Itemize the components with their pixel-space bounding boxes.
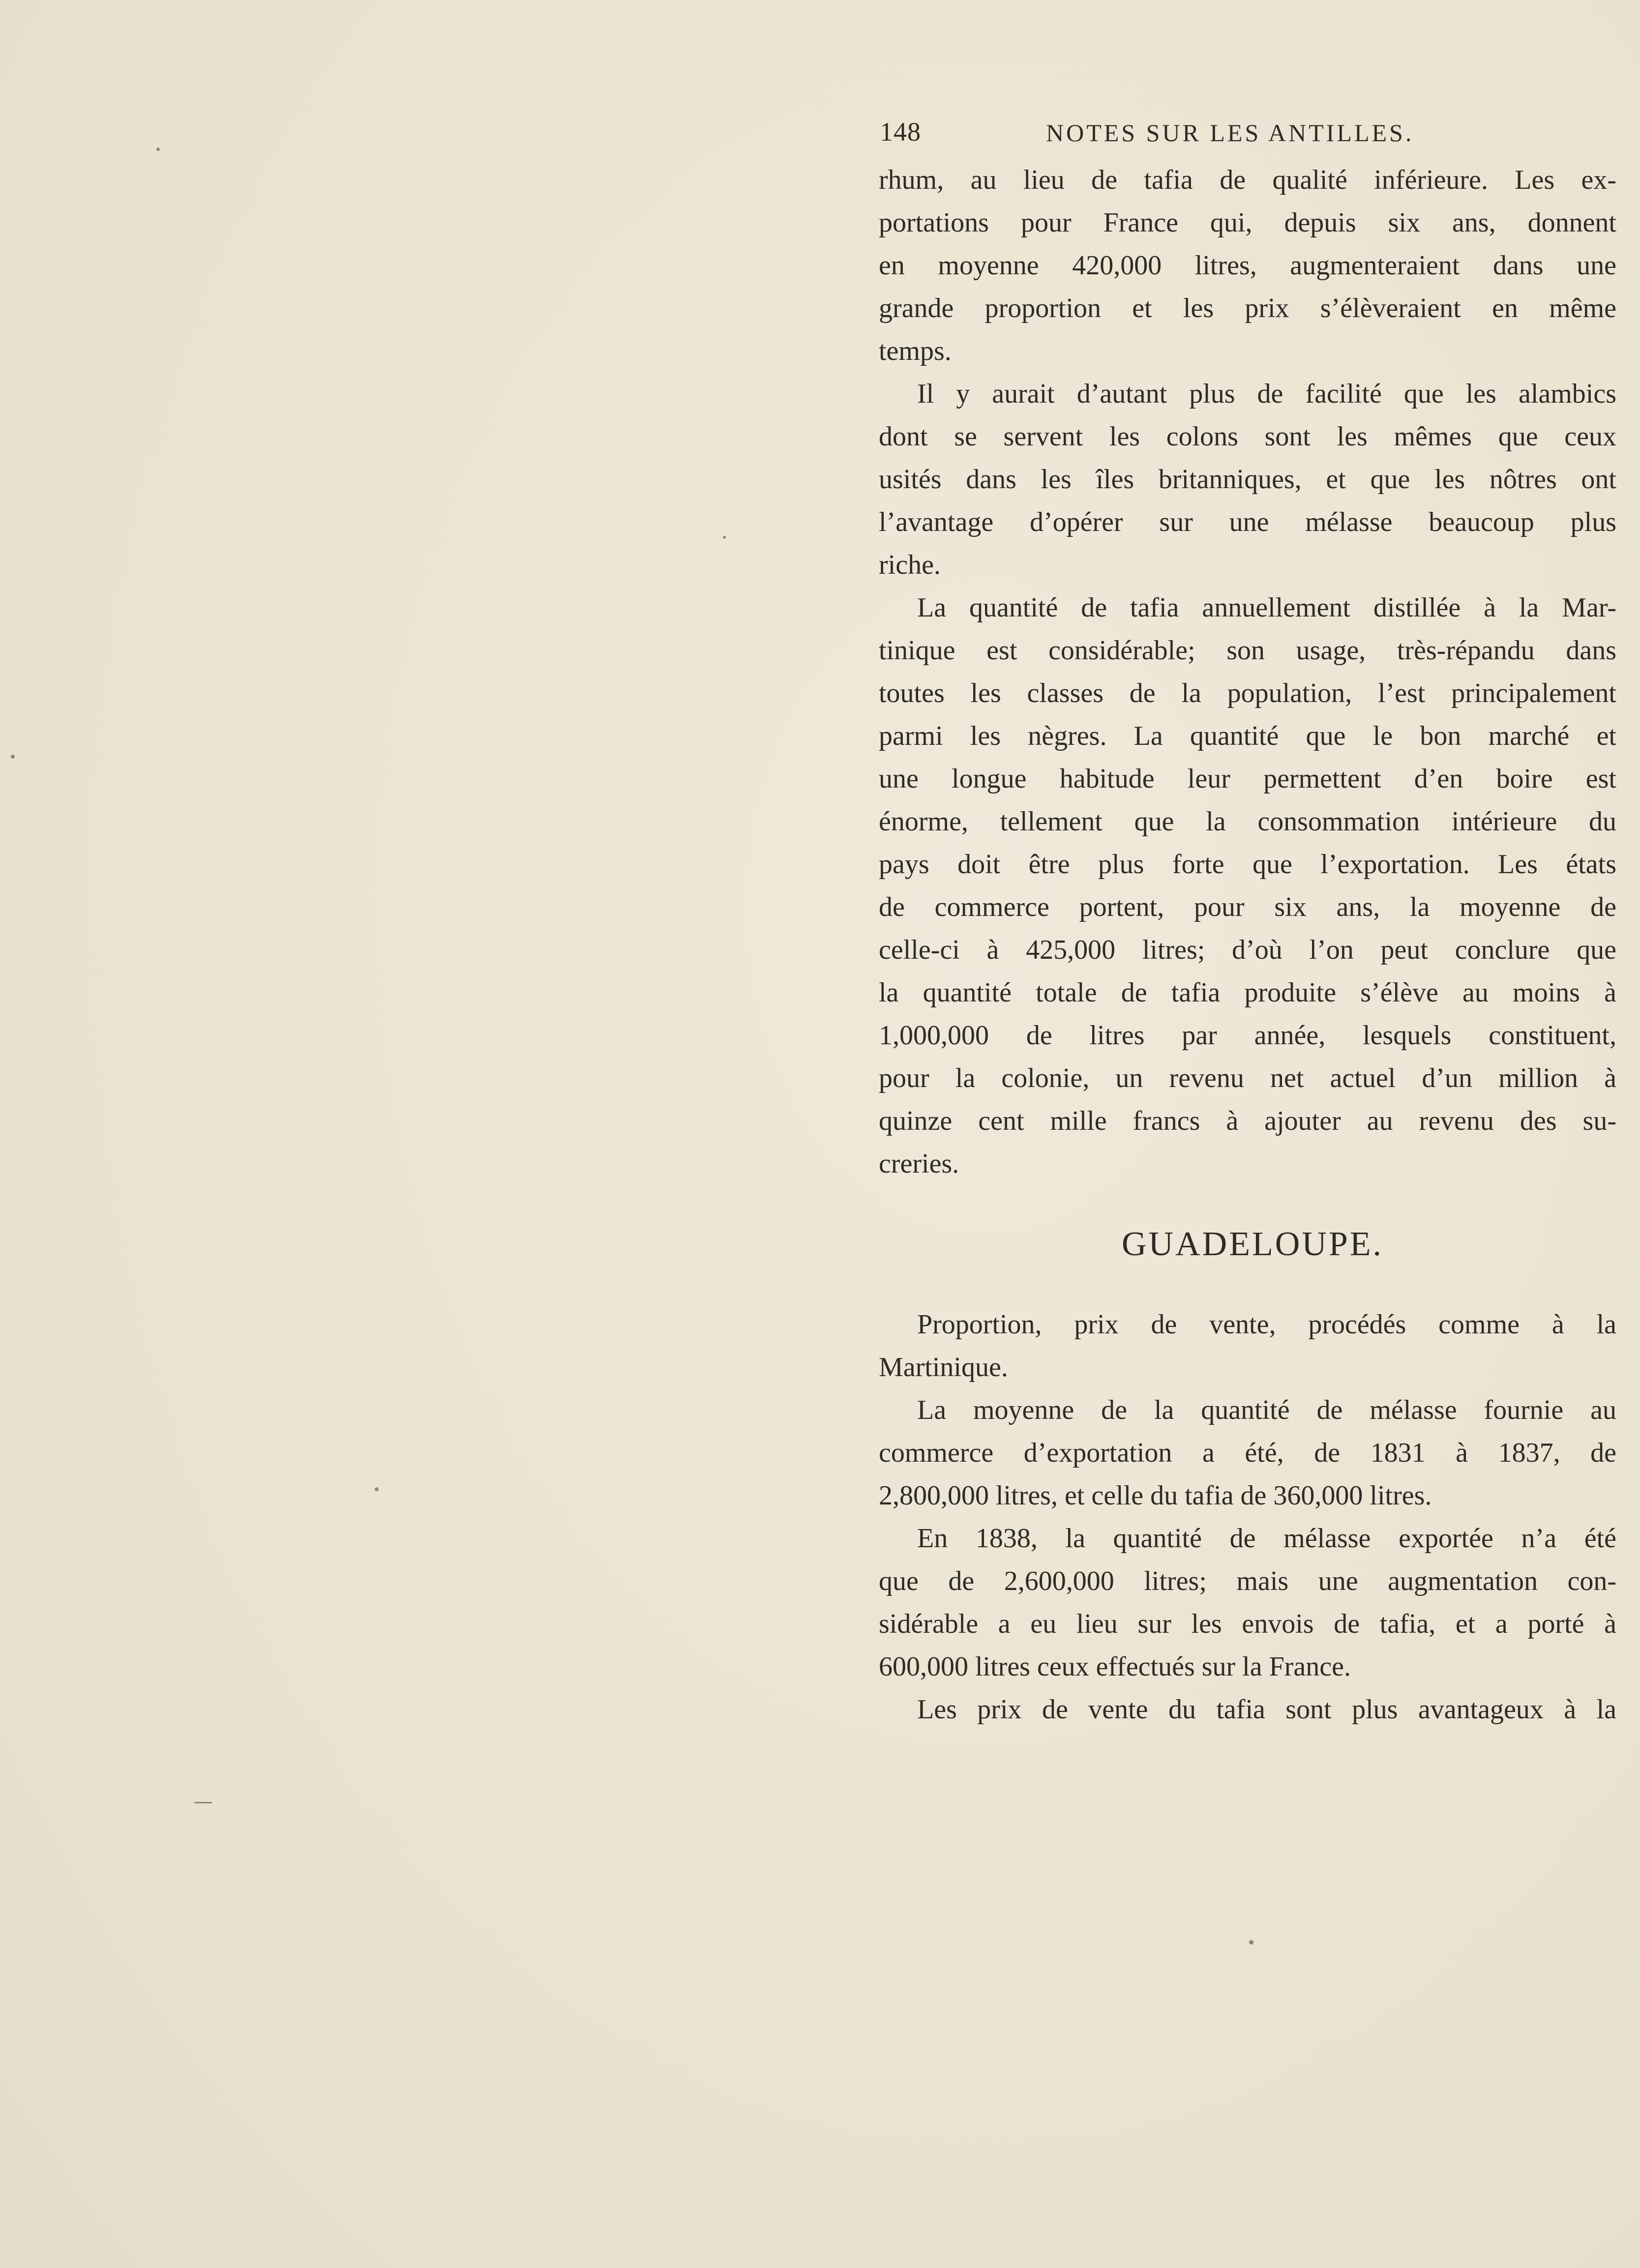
text-line: tinique est considérable; son usage, très-répandu dans (879, 635, 1616, 666)
text-line: portations pour France qui, depuis six ans, donnent (879, 207, 1616, 238)
text-line: sidérable a eu lieu sur les envois de tafia, et a porté à (879, 1609, 1616, 1639)
text-line: pays doit être plus forte que l’exportation. Les états (879, 849, 1616, 880)
paragraph-rhum-exportations (879, 159, 1616, 373)
text-line: l’avantage d’opérer sur une mélasse beaucoup plus (879, 507, 1616, 537)
text-line: une longue habitude leur permettent d’en boire est (879, 764, 1616, 794)
text-block (879, 117, 1616, 1731)
text-line: énorme, tellement que la consommation intérieure du (879, 806, 1616, 837)
paragraph-prix-vente (879, 1688, 1616, 1731)
paragraph-moyenne-melasse (879, 1389, 1616, 1517)
text-line: Martinique. (879, 1352, 1008, 1383)
text-line: commerce d’exportation a été, de 1831 à 1837, de (879, 1438, 1616, 1468)
text-line: Il y aurait d’autant plus de facilité que les alambics (917, 379, 1616, 409)
text-line: la quantité totale de tafia produite s’élève au moins à (879, 977, 1616, 1008)
text-line: dont se servent les colons sont les mêmes que ceux (879, 421, 1616, 452)
text-line: de commerce portent, pour six ans, la moyenne de (879, 892, 1616, 922)
text-line: que de 2,600,000 litres; mais une augmentation con- (879, 1566, 1616, 1596)
text-line: quinze cent mille francs à ajouter au revenu des su- (879, 1106, 1616, 1136)
text-line: pour la colonie, un revenu net actuel d’un million à (879, 1063, 1616, 1093)
paper-speck (1249, 1940, 1253, 1944)
running-title: NOTES SUR LES ANTILLES. (1046, 119, 1414, 147)
paper-speck (156, 147, 160, 151)
text-line: en moyenne 420,000 litres, augmenteraient dans une (879, 250, 1616, 281)
running-head (879, 117, 1616, 159)
paragraph-1838 (879, 1517, 1616, 1688)
text-line: La moyenne de la quantité de mélasse fournie au (917, 1395, 1616, 1425)
text-line: La quantité de tafia annuellement distillée à la Mar- (917, 592, 1616, 623)
text-line: Les prix de vente du tafia sont plus avantageux à la (917, 1694, 1616, 1725)
text-line: creries. (879, 1149, 959, 1179)
paragraph-proportion (879, 1303, 1616, 1389)
paper-speck (375, 1487, 379, 1491)
text-line: celle-ci à 425,000 litres; d’où l’on peut conclure que (879, 935, 1616, 965)
text-line: En 1838, la quantité de mélasse exportée n’a été (917, 1523, 1616, 1554)
paragraph-tafia-martinique (879, 587, 1616, 1185)
text-line: temps. (879, 336, 952, 366)
text-line: Proportion, prix de vente, procédés comme à la (917, 1309, 1616, 1340)
paper-speck (723, 536, 726, 539)
section-heading: GUADELOUPE. (1121, 1225, 1384, 1263)
text-line: grande proportion et les prix s’élèveraient en même (879, 293, 1616, 324)
text-line: usités dans les îles britanniques, et que les nôtres ont (879, 464, 1616, 495)
text-line: 2,800,000 litres, et celle du tafia de 360,000 litres. (879, 1480, 1432, 1511)
text-line: 600,000 litres ceux effectués sur la France. (879, 1651, 1351, 1682)
text-line: riche. (879, 550, 941, 580)
paper-mark (194, 1802, 212, 1803)
text-line: rhum, au lieu de tafia de qualité inférieure. Les ex- (879, 165, 1616, 195)
paper-speck (11, 755, 15, 759)
text-line: 1,000,000 de litres par année, lesquels constituent, (879, 1020, 1616, 1051)
text-line: parmi les nègres. La quantité que le bon marché et (879, 721, 1616, 751)
paragraph-alambics (879, 373, 1616, 587)
text-line: toutes les classes de la population, l’est principalement (879, 678, 1616, 708)
page-number: 148 (880, 117, 921, 147)
